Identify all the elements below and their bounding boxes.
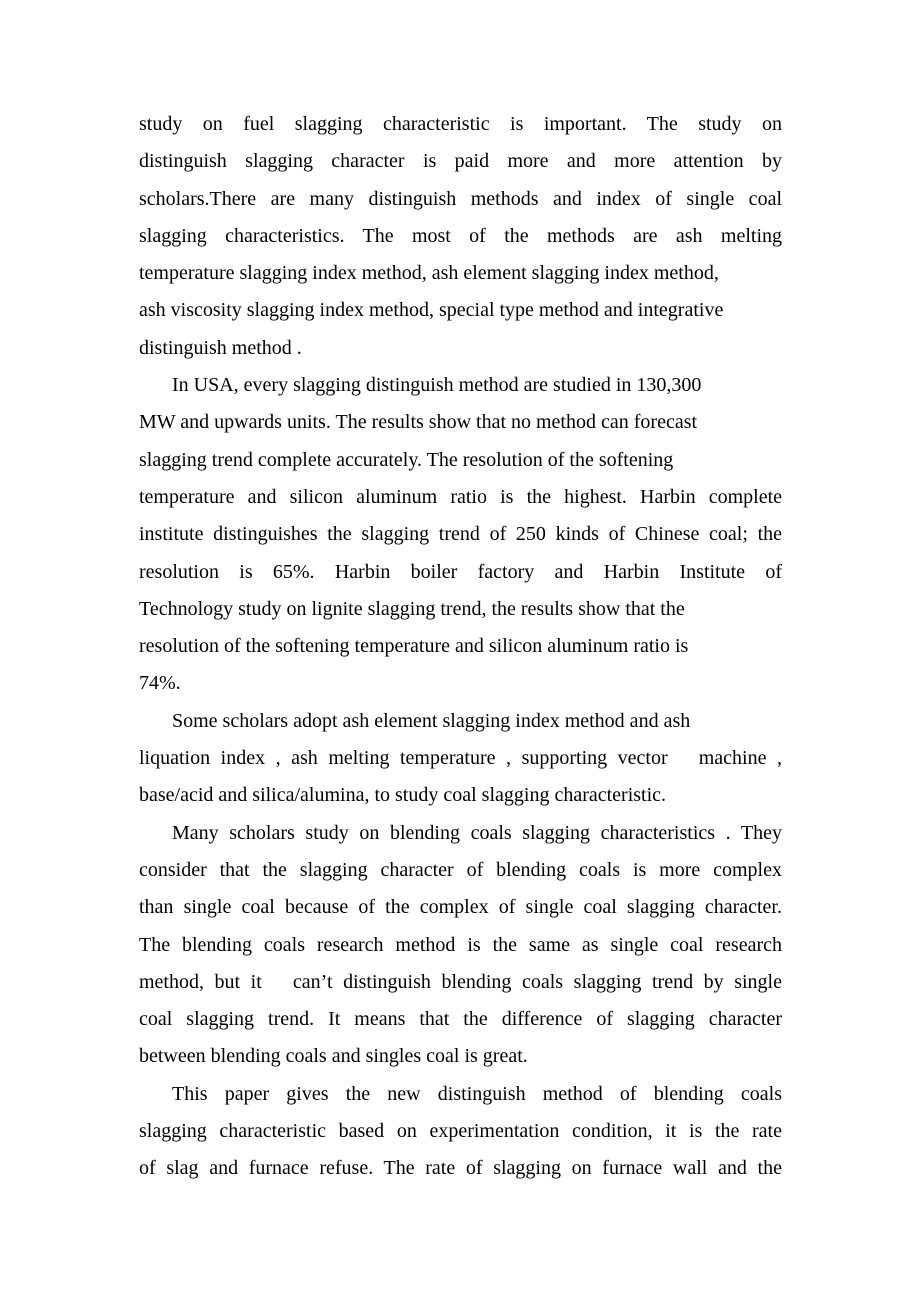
text-line: consider that the slagging character of blending coals is more complex xyxy=(139,858,782,881)
text-line: of slag and furnace refuse. The rate of slagging on furnace wall and the xyxy=(139,1157,782,1180)
text-line: The blending coals research method is the same as single coal research xyxy=(139,933,782,956)
text-line: temperature slagging index method, ash element slagging index method, xyxy=(139,262,719,285)
paragraph-2 xyxy=(139,367,782,703)
text-line: This paper gives the new distinguish method of blending coals xyxy=(172,1082,782,1105)
text-line: liquation index , ash melting temperature , supporting vector machine , xyxy=(139,747,782,770)
paragraph-5 xyxy=(139,1076,782,1188)
text-line: than single coal because of the complex of single coal slagging character. xyxy=(139,896,782,919)
text-line: base/acid and silica/alumina, to study coal slagging characteristic. xyxy=(139,784,667,807)
paragraph-4 xyxy=(139,815,782,1076)
text-line: Many scholars study on blending coals slagging characteristics . They xyxy=(172,821,782,844)
text-line: distinguish slagging character is paid more and more attention by xyxy=(139,150,782,173)
text-line: MW and upwards units. The results show that no method can forecast xyxy=(139,411,698,434)
text-line: method, but it can’t distinguish blending coals slagging trend by single xyxy=(139,970,782,993)
text-line: coal slagging trend. It means that the difference of slagging character xyxy=(139,1008,782,1031)
text-line: distinguish method . xyxy=(139,336,302,359)
text-line: slagging trend complete accurately. The resolution of the softening xyxy=(139,448,674,471)
text-line: slagging characteristic based on experimentation condition, it is the rate xyxy=(139,1120,782,1143)
text-line: Some scholars adopt ash element slagging index method and ash xyxy=(172,709,691,732)
paragraph-3 xyxy=(139,703,782,815)
text-line: institute distinguishes the slagging trend of 250 kinds of Chinese coal; the xyxy=(139,523,782,546)
paragraph-1 xyxy=(139,106,782,367)
body-text xyxy=(139,106,782,1188)
text-line: scholars.There are many distinguish methods and index of single coal xyxy=(139,187,782,210)
text-line: Technology study on lignite slagging trend, the results show that the xyxy=(139,597,685,620)
text-line: resolution is 65%. Harbin boiler factory and Harbin Institute of xyxy=(139,560,782,583)
text-line: 74%. xyxy=(139,672,181,695)
text-line: In USA, every slagging distinguish method are studied in 130,300 xyxy=(172,374,702,397)
text-line: ash viscosity slagging index method, special type method and integrative xyxy=(139,299,724,322)
text-line: temperature and silicon aluminum ratio is the highest. Harbin complete xyxy=(139,485,782,508)
text-line: study on fuel slagging characteristic is important. The study on xyxy=(139,113,782,135)
text-line: between blending coals and singles coal is great. xyxy=(139,1045,528,1068)
text-line: slagging characteristics. The most of the methods are ash melting xyxy=(139,224,782,247)
text-line: resolution of the softening temperature and silicon aluminum ratio is xyxy=(139,635,689,658)
